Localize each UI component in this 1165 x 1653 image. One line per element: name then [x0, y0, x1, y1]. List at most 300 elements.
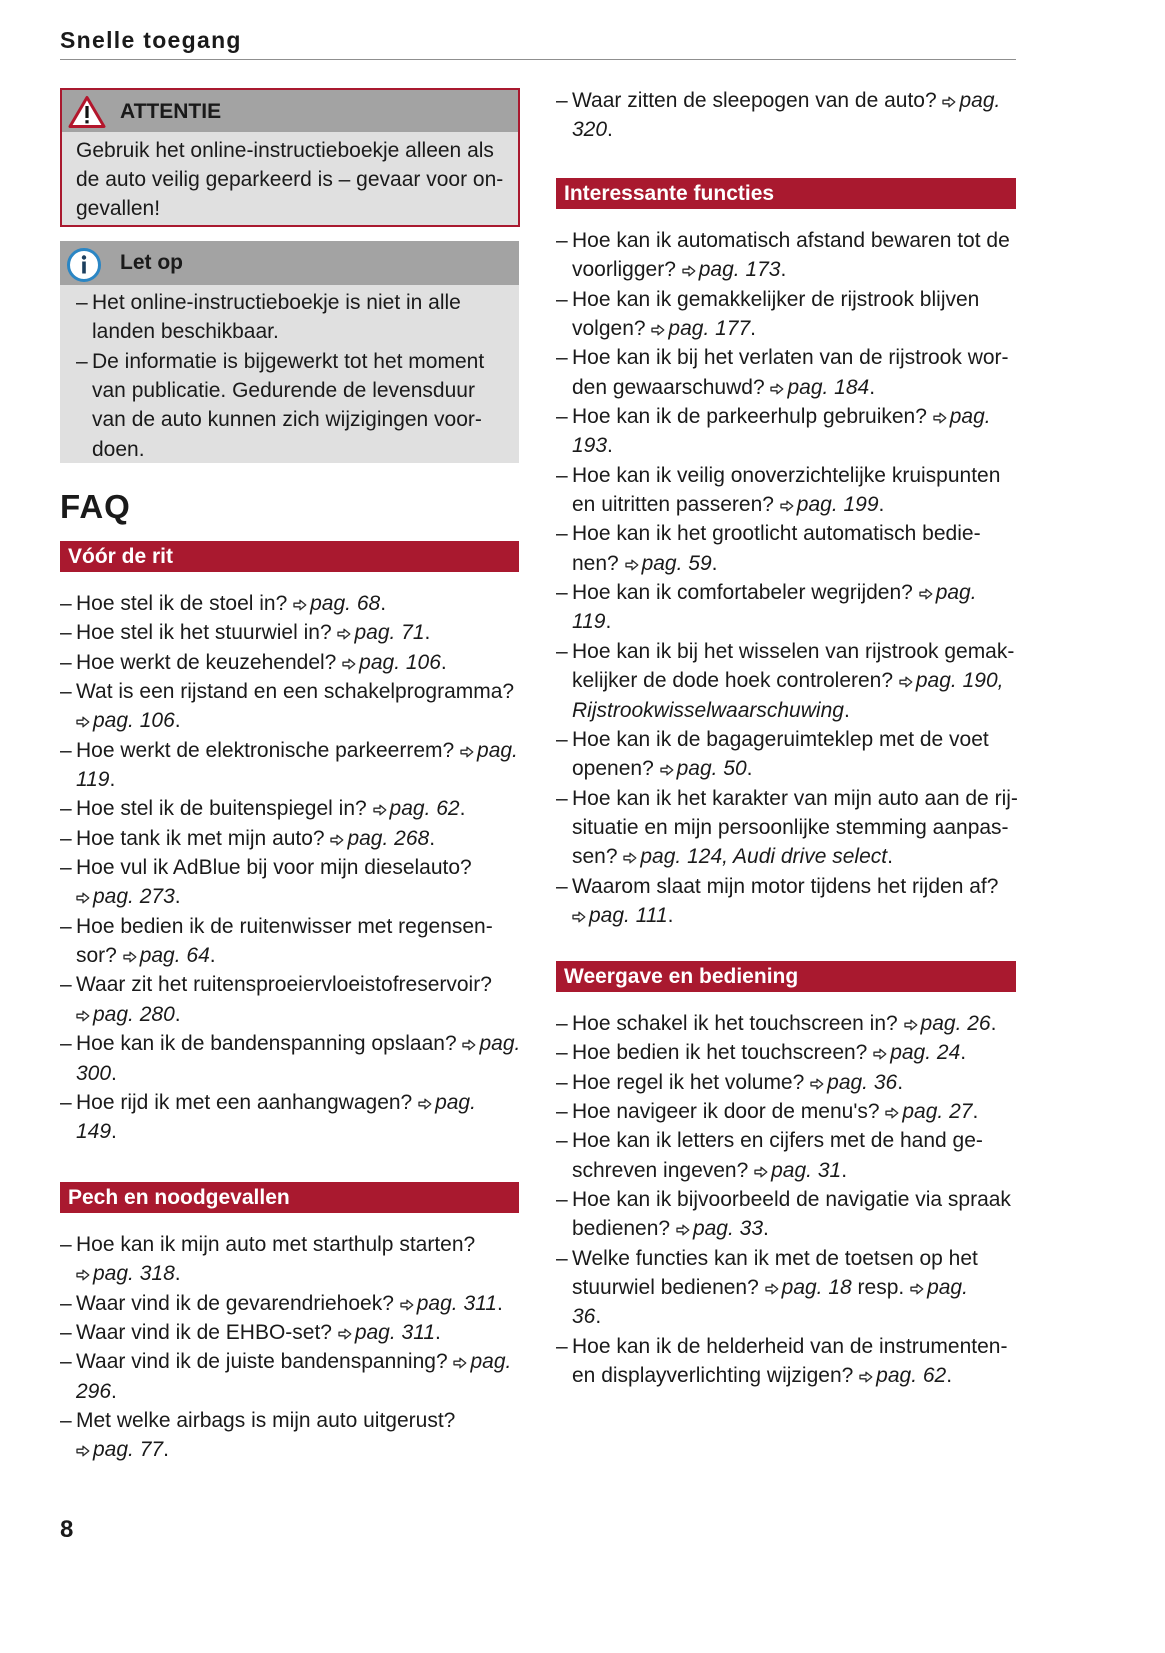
faq-item-line: [76, 1259, 519, 1288]
page-reference-link[interactable]: [342, 651, 441, 674]
question-text: .: [607, 118, 613, 142]
question-text: Hoe kan ik bijvoorbeeld de navigatie via spraak: [572, 1188, 1011, 1212]
question-text: .: [174, 885, 181, 909]
page-reference-link[interactable]: [76, 709, 175, 732]
attention-text-line: Gebruik het online-instructieboekje alleen als: [76, 139, 494, 162]
faq-item-line: [572, 431, 1016, 460]
question-text: Hoe vul ik AdBlue bij voor mijn dieselauto?: [76, 856, 472, 880]
page-reference-text: pag.: [949, 405, 991, 429]
arrow-right-icon: [76, 1269, 90, 1281]
page-reference-link[interactable]: [76, 1380, 111, 1403]
question-text: .: [667, 903, 674, 927]
page-reference-link[interactable]: [76, 1062, 111, 1085]
arrow-right-icon: [942, 96, 956, 108]
page-reference-link[interactable]: [885, 1100, 972, 1123]
faq-item-line: [76, 736, 519, 765]
section-header: Interessante functies: [556, 178, 1016, 209]
list-bullet: –: [556, 89, 568, 112]
faq-list: [556, 226, 1016, 930]
question-text: bedienen?: [572, 1217, 676, 1241]
page-reference-text: pag. 36: [827, 1070, 898, 1094]
question-text: .: [605, 610, 612, 634]
page-reference-text: Rijstrookwisselwaarschuwing: [572, 698, 844, 722]
faq-item: [60, 736, 519, 795]
question-text: Hoe rijd ik met een aanhangwagen?: [76, 1090, 419, 1114]
arrow-right-icon: [462, 1039, 476, 1051]
arrow-right-icon: [625, 559, 639, 571]
list-bullet: –: [556, 786, 568, 810]
page-reference-text: 36: [572, 1305, 596, 1329]
list-bullet: –: [60, 914, 72, 938]
question-text: Waarom slaat mijn motor tijdens het rijden af?: [572, 874, 999, 898]
faq-item-line: [76, 853, 519, 882]
note-list-item: [60, 347, 519, 464]
faq-list: [60, 589, 519, 1147]
info-icon: [66, 247, 102, 283]
faq-item-line: [572, 754, 1016, 783]
list-bullet: –: [556, 1070, 568, 1094]
question-text: .: [174, 709, 181, 733]
faq-item-line: [572, 872, 1016, 901]
faq-item: [556, 343, 1016, 402]
question-text: .: [750, 317, 756, 341]
faq-item: [556, 872, 1016, 931]
faq-item: [556, 1332, 1016, 1391]
attention-title: ATTENTIE: [120, 100, 222, 123]
page-reference-text: pag. 50: [676, 757, 747, 781]
list-bullet: –: [556, 463, 568, 487]
question-text: en displayverlichting wijzigen?: [572, 1364, 860, 1388]
arrow-right-icon: [651, 324, 665, 336]
list-bullet: –: [60, 797, 72, 821]
faq-item-line: [76, 1117, 519, 1146]
note-text-line: van publicatie. Gedurende de levensduur: [92, 379, 475, 403]
faq-item-line: [572, 578, 1016, 607]
arrow-right-icon: [342, 658, 356, 670]
question-text: .: [459, 797, 466, 821]
faq-item-line: [572, 784, 1016, 813]
page-reference-link[interactable]: [572, 118, 607, 141]
page-reference-text: pag. 173: [698, 258, 781, 282]
page-reference-link[interactable]: [765, 1276, 852, 1299]
note-header: [60, 241, 519, 285]
page-reference-text: pag. 273: [93, 885, 175, 909]
arrow-right-icon: [682, 265, 696, 277]
faq-section-voor-de-rit: [60, 541, 519, 1147]
note-text-line: De informatie is bijgewerkt tot het moment: [92, 349, 485, 373]
question-text: .: [496, 1291, 503, 1315]
arrow-right-icon: [770, 383, 784, 395]
list-bullet: –: [60, 621, 72, 645]
page-reference-text: pag. 33: [692, 1217, 764, 1241]
faq-item-line: [76, 1088, 519, 1117]
page-reference-link[interactable]: [899, 669, 1004, 692]
question-text: .: [209, 944, 216, 968]
page-reference-link[interactable]: [676, 1217, 763, 1240]
faq-item-line: [572, 842, 1016, 871]
faq-item-line: [572, 314, 1016, 343]
page-reference-link[interactable]: [462, 1032, 520, 1055]
page-reference-text: 119: [572, 610, 606, 634]
faq-item-line: [572, 1068, 1016, 1097]
faq-item-line: [572, 490, 1016, 519]
question-text: openen?: [572, 757, 660, 781]
list-bullet: –: [60, 826, 72, 850]
list-bullet: –: [556, 1100, 568, 1124]
page-reference-text: pag. 59: [641, 551, 712, 575]
page-reference-link[interactable]: [76, 1003, 175, 1026]
list-bullet: –: [60, 650, 72, 674]
page-reference-link[interactable]: [910, 1276, 968, 1299]
question-text: voorligger?: [572, 258, 682, 282]
question-text: Hoe werkt de keuzehendel?: [76, 650, 343, 674]
faq-item-line: [572, 1009, 1016, 1038]
question-text: schreven ingeven?: [572, 1158, 755, 1182]
faq-item-line: [572, 1214, 1016, 1243]
arrow-right-icon: [76, 1445, 90, 1457]
section-header: Pech en noodgevallen: [60, 1182, 519, 1213]
page-reference-link[interactable]: [933, 405, 991, 428]
faq-item: [60, 824, 519, 853]
page-reference-text: pag. 62: [389, 797, 460, 821]
faq-item-line: [572, 637, 1016, 666]
faq-item-line: [76, 1406, 519, 1435]
faq-item-line: [76, 648, 519, 677]
question-text: Hoe kan ik mijn auto met starthulp starten?: [76, 1233, 476, 1256]
faq-item-line: [572, 255, 1016, 284]
question-text: .: [960, 1041, 967, 1065]
question-text: .: [711, 551, 718, 575]
list-bullet: –: [60, 1409, 72, 1433]
question-text: .: [869, 375, 876, 399]
question-text: Hoe kan ik comfortabeler wegrijden?: [572, 581, 919, 605]
faq-section-pech-en-noodgevallen: [60, 1182, 519, 1465]
question-text: kelijker de dode hoek controleren?: [572, 669, 899, 693]
section-header: Vóór de rit: [60, 541, 519, 572]
page-reference-link[interactable]: [572, 699, 844, 722]
faq-item-line: [572, 607, 1016, 636]
question-text: Hoe kan ik bij het verlaten van de rijstrook wor-: [572, 346, 1009, 370]
page-reference-link[interactable]: [919, 581, 977, 604]
faq-item-line: [572, 373, 1016, 402]
question-text: Hoe kan ik letters en cijfers met de hand ge-: [572, 1129, 983, 1153]
faq-item-line: [76, 1029, 519, 1058]
question-text: stuurwiel bedienen?: [572, 1276, 765, 1300]
faq-item: [60, 1230, 519, 1289]
page-reference-text: pag.: [470, 1350, 512, 1374]
faq-item-line: [572, 1156, 1016, 1185]
faq-item-line: [572, 1097, 1016, 1126]
page-reference-link[interactable]: [873, 1041, 960, 1064]
page-reference-link[interactable]: [76, 885, 175, 908]
faq-item-line: [76, 1318, 519, 1347]
faq-item-line: [76, 1289, 519, 1318]
faq-list: [556, 1009, 1016, 1390]
arrow-right-icon: [780, 500, 794, 512]
list-bullet: –: [556, 1129, 568, 1153]
list-bullet: –: [556, 1246, 568, 1270]
question-text: Hoe regel ik het volume?: [572, 1070, 811, 1094]
page-reference-text: pag. 27: [902, 1100, 973, 1124]
faq-item: [556, 1097, 1016, 1126]
faq-item: [60, 618, 519, 647]
page-reference-text: pag.: [935, 581, 977, 605]
arrow-right-icon: [623, 852, 637, 864]
faq-item: [556, 226, 1016, 285]
question-text: Hoe werkt de elektronische parkeerrem?: [76, 738, 461, 762]
page-reference-link[interactable]: [942, 89, 1000, 112]
faq-item-line: [76, 618, 519, 647]
faq-item-line: [572, 285, 1016, 314]
page-reference-link[interactable]: [293, 592, 380, 615]
faq-item: [60, 677, 519, 736]
faq-item: [556, 285, 1016, 344]
faq-item: [556, 86, 1016, 145]
question-text: Met welke airbags is mijn auto uitgerust?: [76, 1409, 456, 1433]
question-text: en uitritten passeren?: [572, 493, 780, 517]
faq-item-line: [76, 706, 519, 735]
page-reference-text: 300: [76, 1061, 112, 1085]
faq-item-line: [76, 1000, 519, 1029]
question-text: .: [109, 768, 116, 792]
page-reference-link[interactable]: [337, 621, 424, 644]
faq-item: [556, 1009, 1016, 1038]
page-reference-link[interactable]: [572, 1305, 595, 1328]
faq-item: [60, 1289, 519, 1318]
faq-item-line: [76, 1347, 519, 1376]
faq-item: [60, 1347, 519, 1406]
faq-item-line: [572, 86, 1016, 115]
page-reference-link[interactable]: [400, 1292, 497, 1315]
page-reference-link[interactable]: [330, 827, 429, 850]
question-text: .: [746, 757, 753, 781]
page-reference-link[interactable]: [572, 610, 605, 633]
question-text: .: [111, 1061, 117, 1085]
question-text: Hoe stel ik de stoel in?: [76, 592, 294, 615]
list-bullet: –: [556, 727, 568, 751]
list-bullet: –: [556, 287, 568, 311]
page-reference-text: pag. 106: [359, 650, 441, 674]
faq-item-line: [76, 824, 519, 853]
page-reference-text: pag. 199: [796, 493, 879, 517]
page-reference-link[interactable]: [76, 1438, 163, 1461]
page-reference-text: pag. 18: [781, 1276, 852, 1300]
faq-item-line: [76, 589, 519, 618]
question-text: Hoe kan ik gemakkelijker de rijstrook blijven: [572, 287, 980, 311]
list-bullet: –: [60, 1090, 72, 1114]
arrow-right-icon: [293, 599, 307, 611]
faq-item-line: [76, 1230, 519, 1259]
arrow-right-icon: [885, 1107, 899, 1119]
page-reference-text: pag. 77: [93, 1438, 164, 1462]
faq-item: [556, 725, 1016, 784]
question-text: Hoe stel ik de buitenspiegel in?: [76, 797, 373, 821]
page-reference-link[interactable]: [373, 797, 460, 820]
faq-item-line: [76, 882, 519, 911]
page-reference-text: pag.: [477, 738, 518, 762]
list-bullet: –: [60, 592, 72, 615]
faq-item: [60, 853, 519, 912]
question-text: sen?: [572, 845, 624, 869]
question-text: Wat is een rijstand en een schakelprogramma?: [76, 680, 515, 704]
faq-section-continuation: [556, 86, 1016, 145]
page-reference-link[interactable]: [572, 434, 607, 457]
arrow-right-icon: [76, 1010, 90, 1022]
page-reference-link[interactable]: [623, 845, 887, 868]
note-body: [60, 285, 519, 464]
question-text: volgen?: [572, 317, 652, 341]
page-reference-link[interactable]: [660, 757, 747, 780]
list-bullet: –: [556, 1334, 568, 1358]
question-text: sor?: [76, 944, 123, 968]
page-reference-link[interactable]: [625, 552, 712, 575]
page-reference-text: pag. 71: [354, 621, 425, 645]
page-reference-link[interactable]: [76, 1262, 175, 1285]
question-text: Waar vind ik de gevarendriehoek?: [76, 1291, 400, 1315]
page-reference-text: pag. 311: [416, 1291, 497, 1315]
question-text: .: [424, 621, 431, 645]
question-text: .: [763, 1217, 769, 1241]
arrow-right-icon: [910, 1283, 924, 1295]
question-text: .: [440, 650, 447, 674]
page-reference-text: pag. 177: [668, 317, 751, 341]
question-text: .: [163, 1438, 169, 1462]
page-reference-text: 320: [572, 118, 608, 142]
faq-item-line: [572, 813, 1016, 842]
faq-item-line: [76, 1059, 519, 1088]
list-bullet: –: [60, 973, 72, 997]
note-list-item: [60, 288, 519, 347]
faq-item: [60, 912, 519, 971]
list-bullet: –: [76, 349, 88, 373]
faq-item-line: [76, 941, 519, 970]
question-text: Hoe kan ik de bagageruimteklep met de voet: [572, 727, 989, 751]
question-text: .: [429, 826, 436, 850]
page-reference-link[interactable]: [572, 904, 668, 927]
page-reference-link[interactable]: [770, 376, 869, 399]
page-reference-link[interactable]: [754, 1159, 841, 1182]
arrow-right-icon: [76, 892, 90, 904]
faq-item-line: [572, 343, 1016, 372]
question-text: .: [607, 434, 613, 458]
page-reference-text: pag. 31: [771, 1158, 842, 1182]
page-reference-text: pag. 190,: [915, 669, 1004, 693]
page-reference-text: pag. 268: [347, 826, 430, 850]
question-text: .: [887, 845, 893, 869]
list-bullet: –: [556, 1041, 568, 1065]
list-bullet: –: [556, 405, 568, 429]
arrow-right-icon: [418, 1098, 432, 1110]
faq-item-line: [572, 725, 1016, 754]
note-text-line: van de auto kunnen zich wijzigingen voor-: [92, 408, 482, 432]
list-bullet: –: [60, 1350, 72, 1374]
page-reference-link[interactable]: [682, 258, 781, 281]
question-text: Hoe navigeer ik door de menu's?: [572, 1100, 886, 1124]
page-reference-text: pag.: [435, 1090, 476, 1114]
arrow-right-icon: [460, 746, 474, 758]
question-text: .: [946, 1364, 953, 1388]
arrow-right-icon: [754, 1166, 768, 1178]
faq-item: [60, 589, 519, 618]
header-divider: [60, 59, 1016, 60]
page-reference-text: pag. 280: [93, 1002, 175, 1026]
page-reference-text: pag. 184: [787, 375, 870, 399]
page-reference-link[interactable]: [460, 739, 518, 762]
page-reference-link[interactable]: [123, 944, 210, 967]
question-text: Waar vind ik de EHBO-set?: [76, 1321, 338, 1345]
page-reference-text: pag. 318: [93, 1262, 175, 1286]
faq-item-line: [572, 901, 1016, 930]
list-bullet: –: [556, 874, 568, 898]
list-bullet: –: [60, 1321, 72, 1345]
page-reference-text: pag. 62: [876, 1364, 947, 1388]
arrow-right-icon: [123, 951, 137, 963]
arrow-right-icon: [810, 1078, 824, 1090]
page-reference-text: 296: [76, 1379, 112, 1403]
page-reference-link[interactable]: [904, 1012, 991, 1035]
page-reference-link[interactable]: [418, 1091, 476, 1114]
page-reference-link[interactable]: [338, 1321, 435, 1344]
faq-item-line: [76, 912, 519, 941]
question-text: Waar zitten de sleepogen van de auto?: [572, 89, 943, 112]
arrow-right-icon: [400, 1299, 414, 1311]
list-bullet: –: [556, 1188, 568, 1212]
faq-item-line: [572, 461, 1016, 490]
list-bullet: –: [76, 291, 88, 314]
page-reference-link[interactable]: [651, 317, 750, 340]
page-reference-link[interactable]: [453, 1350, 511, 1373]
faq-item: [556, 1068, 1016, 1097]
page-reference-link[interactable]: [76, 1120, 111, 1143]
page-reference-link[interactable]: [810, 1071, 897, 1094]
arrow-right-icon: [660, 764, 674, 776]
question-text: .: [878, 493, 885, 517]
attention-body: [62, 132, 518, 223]
page-reference-text: pag.: [927, 1276, 968, 1300]
faq-item: [556, 461, 1016, 520]
page-reference-link[interactable]: [780, 493, 879, 516]
page-reference-text: pag. 64: [139, 944, 210, 968]
question-text: .: [972, 1100, 979, 1124]
question-text: .: [990, 1012, 997, 1035]
faq-item: [556, 637, 1016, 725]
faq-item-line: [572, 1038, 1016, 1067]
arrow-right-icon: [572, 911, 586, 923]
page-reference-link[interactable]: [859, 1364, 946, 1387]
page-reference-text: pag. 106: [93, 709, 175, 733]
list-bullet: –: [556, 639, 568, 663]
faq-item-line: [76, 765, 519, 794]
faq-item: [556, 402, 1016, 461]
question-text: .: [435, 1321, 441, 1345]
page-reference-text: pag. 68: [310, 592, 381, 615]
list-bullet: –: [556, 1012, 568, 1035]
list-bullet: –: [60, 680, 72, 704]
faq-item-line: [76, 1377, 519, 1406]
faq-item-line: [76, 794, 519, 823]
list-bullet: –: [556, 522, 568, 546]
question-text: .: [174, 1002, 181, 1026]
attention-header: [62, 90, 518, 132]
faq-item-line: [572, 549, 1016, 578]
page-number: 8: [60, 1516, 74, 1543]
question-text: Hoe kan ik de bandenspanning opslaan?: [76, 1032, 463, 1056]
question-text: Hoe kan ik de helderheid van de instrumenten-: [572, 1334, 1008, 1358]
question-text: .: [595, 1305, 602, 1329]
page-reference-link[interactable]: [76, 768, 109, 791]
faq-item: [60, 970, 519, 1029]
arrow-right-icon: [337, 628, 351, 640]
